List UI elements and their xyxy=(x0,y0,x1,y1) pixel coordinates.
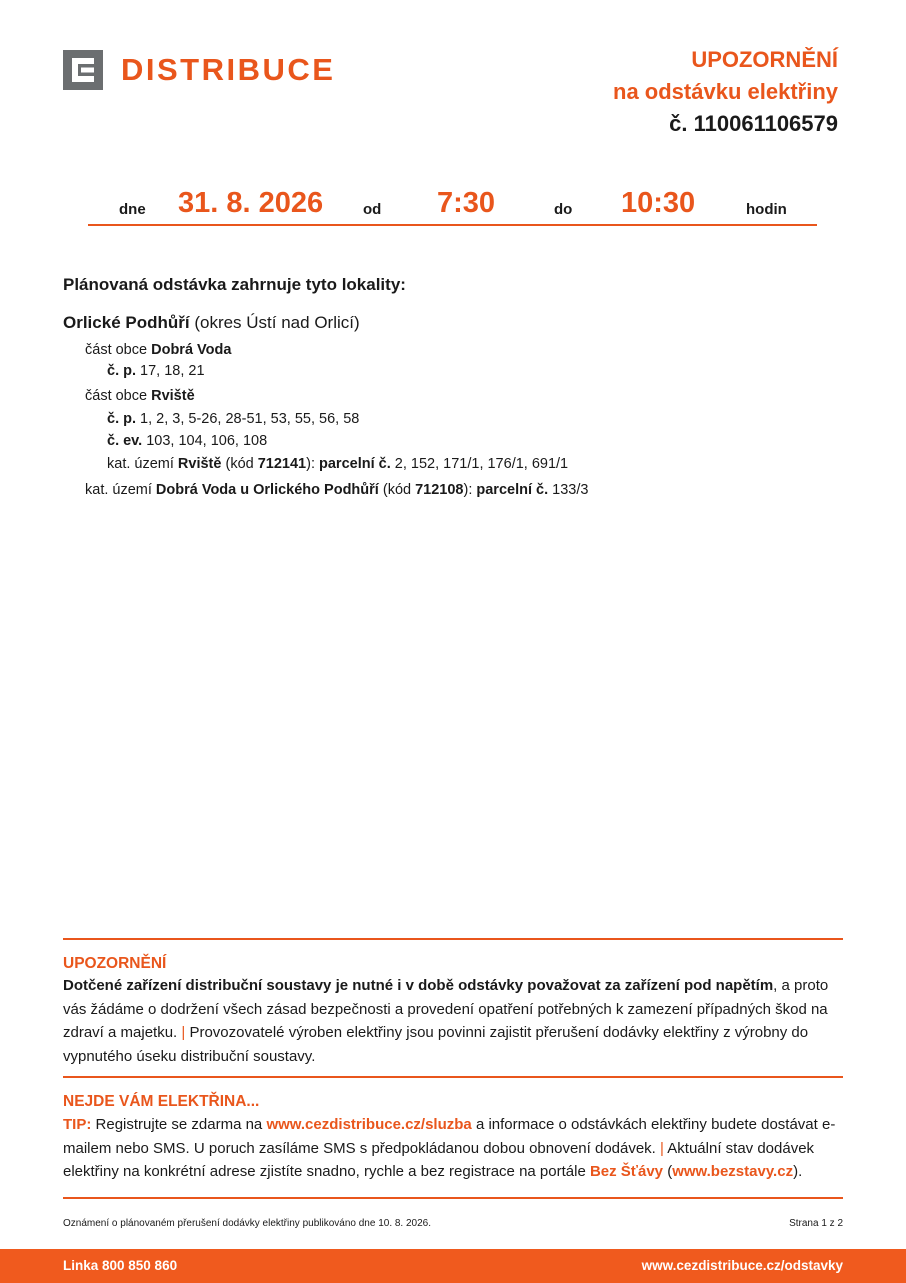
no-power-text xyxy=(63,1113,849,1184)
code-prefix: (kód xyxy=(225,456,254,472)
parcel-label: parcelní č. xyxy=(476,482,549,498)
cadastral-code: 712141 xyxy=(257,456,307,472)
cadastral-dobra-voda xyxy=(85,481,588,499)
cadastral-code: 712108 xyxy=(415,482,464,498)
ev-numbers-rviste xyxy=(107,432,267,450)
no-power-title: NEJDE VÁM ELEKTŘINA... xyxy=(63,1093,260,1110)
house-numbers-dobra-voda xyxy=(107,362,205,380)
to-label: do xyxy=(554,201,573,218)
part-name: Rviště xyxy=(151,388,195,404)
outage-schedule xyxy=(88,182,817,226)
separator: | xyxy=(181,1024,186,1041)
notice-heading xyxy=(613,44,838,140)
hours-label: hodin xyxy=(746,201,787,218)
parcel-numbers: 133/3 xyxy=(552,482,589,498)
date-label: dne xyxy=(119,201,146,218)
part-rviste xyxy=(85,387,195,405)
cadastral-name: Rviště xyxy=(177,456,222,472)
house-numbers: 1, 2, 3, 5-26, 28-51, 53, 55, 56, 58 xyxy=(140,411,360,427)
outages-link[interactable]: www.cezdistribuce.cz/odstavky xyxy=(641,1258,843,1273)
registration-link[interactable]: www.cezdistribuce.cz/sluzba xyxy=(266,1116,472,1133)
tip-text-part: a informace o odstávkách elektřiny budete dostávat e-mailem nebo SMS. U poruch zasíláme SMS s předpokládanou dobou obnovení dodávek. xyxy=(63,1116,836,1157)
warning-text xyxy=(63,974,849,1068)
paren: ). xyxy=(793,1163,803,1180)
code-suffix: ): xyxy=(463,482,473,498)
warning-title: UPOZORNĚNÍ xyxy=(63,955,167,972)
cadastral-name: Dobrá Voda u Orlického Podhůří xyxy=(155,482,379,498)
warning-bold-text: Dotčené zařízení distribuční soustavy je nutné i v době odstávky považovat za zařízení pod napětím xyxy=(63,977,774,994)
cadastral-prefix: kat. území xyxy=(85,482,152,498)
part-prefix: část obce xyxy=(85,388,148,404)
house-label: č. p. xyxy=(107,363,137,379)
hotline: Linka 800 850 860 xyxy=(63,1258,178,1273)
house-numbers-rviste xyxy=(107,410,359,428)
part-prefix: část obce xyxy=(85,342,148,358)
cadastral-rviste xyxy=(107,455,568,473)
portal-name: Bez Šťávy xyxy=(589,1163,664,1180)
notice-number: č. 110061106579 xyxy=(669,111,838,136)
notice-title: UPOZORNĚNÍ xyxy=(691,47,838,72)
divider xyxy=(63,1076,843,1078)
paren: ( xyxy=(667,1163,673,1180)
warning-text-part: Provozovatelé výroben elektřiny jsou povinni zajistit přerušení dodávky elektřiny z výrobny do vypnutého úseku distribuční soustavy. xyxy=(63,1024,809,1065)
ev-label: č. ev. xyxy=(107,433,143,449)
warning-text-part: , a proto vás žádáme o dodržení všech zásad bezpečnosti a provedení opatření potřebných k zamezení případných škod na zdraví a majetku. xyxy=(63,977,829,1041)
code-suffix: ): xyxy=(306,456,315,472)
tip-text-part: Aktuální stav dodávek elektřiny na konkrétní adrese zjistíte snadno, rychle a bez registrace na portále xyxy=(63,1139,815,1180)
ev-numbers: 103, 104, 106, 108 xyxy=(146,433,268,449)
publication-note: Oznámení o plánovaném přerušení dodávky elektřiny publikováno dne 10. 8. 2026. xyxy=(63,1218,432,1229)
outage-start-time: 7:30 xyxy=(437,187,496,219)
footer-bar xyxy=(0,1249,906,1283)
cadastral-prefix: kat. území xyxy=(107,456,174,472)
cez-logo-icon xyxy=(63,50,103,90)
part-name: Dobrá Voda xyxy=(151,342,232,358)
separator: | xyxy=(660,1139,664,1157)
notice-subtitle: na odstávku elektřiny xyxy=(613,79,838,104)
bezstavy-link[interactable]: www.bezstavy.cz xyxy=(672,1163,794,1180)
house-label: č. p. xyxy=(107,411,137,427)
tip-text-part: Registrujte se zdarma na xyxy=(95,1116,263,1133)
tip-label: TIP: xyxy=(63,1116,92,1133)
brand-name: DISTRIBUCE xyxy=(121,52,336,87)
page-number: Strana 1 z 2 xyxy=(789,1218,843,1229)
municipality xyxy=(63,313,360,333)
code-prefix: (kód xyxy=(382,482,412,498)
company-logo xyxy=(63,50,335,90)
parcel-numbers: 2, 152, 171/1, 176/1, 691/1 xyxy=(394,456,569,472)
divider xyxy=(63,1197,843,1199)
outage-end-time: 10:30 xyxy=(621,187,696,219)
municipality-district: (okres Ústí nad Orlicí) xyxy=(194,313,360,332)
parcel-label: parcelní č. xyxy=(319,456,391,472)
part-dobra-voda xyxy=(85,341,231,359)
outage-date: 31. 8. 2026 xyxy=(178,187,324,219)
house-numbers: 17, 18, 21 xyxy=(140,363,205,379)
from-label: od xyxy=(363,201,382,218)
localities-heading: Plánovaná odstávka zahrnuje tyto lokality: xyxy=(63,275,406,294)
divider xyxy=(63,938,843,940)
municipality-name: Orlické Podhůří xyxy=(63,313,190,332)
